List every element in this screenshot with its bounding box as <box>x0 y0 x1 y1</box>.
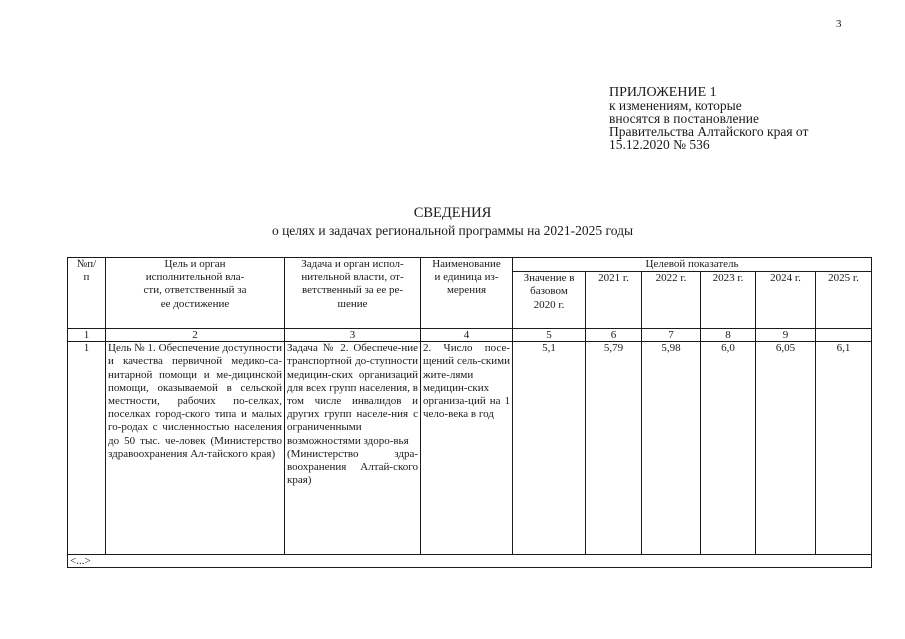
document-subtitle: о целях и задачах региональной программы на 2021-2025 годы <box>271 223 634 238</box>
row-value-2025: 6,1 <box>816 342 872 555</box>
table-row <box>68 342 872 555</box>
header-indicator: Наименование и единица из- мерения <box>421 258 513 329</box>
header-year: 2022 г. <box>642 272 701 329</box>
index-cell: 3 <box>285 329 421 342</box>
info-table <box>67 257 872 568</box>
index-cell: 5 <box>513 329 586 342</box>
row-num: 1 <box>68 342 106 555</box>
index-cell: 6 <box>586 329 642 342</box>
row-task: Задача № 2. Обеспече-ние транспортной до-ступности медицин-ских организаций для всех групп населения, в том числе инвалидов и других групп населе-ния с ограниченными возможностями здоро-вья (Министерство здра-воохранения Алтай-ского края) <box>285 342 421 555</box>
appendix-line: Правительства Алтайского края от <box>609 124 809 139</box>
header-task: Задача и орган испол- нительной власти, от- ветственный за ее ре- шение <box>285 258 421 329</box>
header-year: 2024 г. <box>756 272 816 329</box>
header-row <box>68 258 872 272</box>
row-value-2021: 5,79 <box>586 342 642 555</box>
row-base-value: 5,1 <box>513 342 586 555</box>
document-title: СВЕДЕНИЯ <box>413 205 492 221</box>
appendix-title: ПРИЛОЖЕНИЕ 1 <box>609 85 717 100</box>
header-goal: Цель и орган исполнительной вла- сти, ответственный за ее достижение <box>106 258 285 329</box>
header-year: 2021 г. <box>586 272 642 329</box>
ellipsis-cell: <...> <box>68 555 872 568</box>
index-cell: 7 <box>642 329 701 342</box>
header-year: 2023 г. <box>701 272 756 329</box>
header-base-value: Значение в базовом 2020 г. <box>513 272 586 329</box>
row-goal: Цель № 1. Обеспечение доступности и качества первичной медико-са-нитарной помощи и ме-дицинской помощи, оказываемой в сельской местности, рабочих по-селках, поселках город-ского типа и малых го-родах с численностью населения до 50 тыс. че-ловек (Министерство здравоохранения Ал-тайского края) <box>106 342 285 555</box>
row-value-2024: 6,05 <box>756 342 816 555</box>
appendix-line: к изменениям, которые <box>609 98 742 113</box>
index-cell: 1 <box>68 329 106 342</box>
index-cell: 4 <box>421 329 513 342</box>
index-row <box>68 329 872 342</box>
row-value-2022: 5,98 <box>642 342 701 555</box>
appendix-block <box>609 86 808 151</box>
index-cell: 2 <box>106 329 285 342</box>
header-target-group: Целевой показатель <box>513 258 872 272</box>
header-year: 2025 г. <box>816 272 872 329</box>
appendix-line: 15.12.2020 № 536 <box>609 137 710 152</box>
index-cell <box>816 329 872 342</box>
page-number: 3 <box>836 18 842 30</box>
ellipsis-row <box>68 555 872 568</box>
index-cell: 9 <box>756 329 816 342</box>
appendix-line: вносятся в постановление <box>609 111 759 126</box>
row-indicator: 2. Число посе-щений сель-скими жите-лями медицин-ских организа-ций на 1 чело-века в год <box>421 342 513 555</box>
row-value-2023: 6,0 <box>701 342 756 555</box>
index-cell: 8 <box>701 329 756 342</box>
header-num: №п/ п <box>68 258 106 329</box>
